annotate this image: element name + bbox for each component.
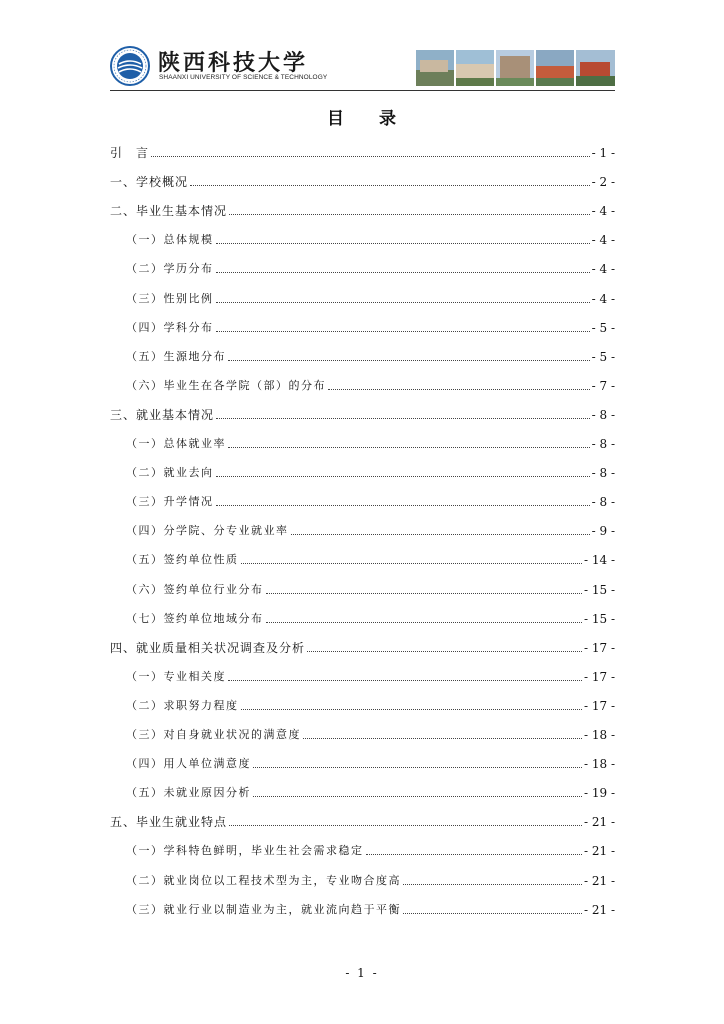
university-logo-icon (110, 46, 150, 86)
toc-entry-page: - 5 - (591, 320, 615, 335)
toc-entry-title: （一）总体就业率 (126, 437, 226, 450)
toc-entry-title: （二）学历分布 (126, 262, 214, 276)
toc-entry-page: - 21 - (583, 873, 615, 888)
toc-entry-page: - 4 - (591, 204, 615, 219)
title-left: 目 (327, 109, 345, 129)
toc-entry-title: （四）用人单位满意度 (126, 757, 251, 771)
toc-leader-dots (328, 388, 590, 390)
toc-leader-dots (216, 417, 590, 419)
toc-entry-title: （二）求职努力程度 (126, 698, 239, 712)
toc-leader-dots (241, 708, 582, 710)
toc-entry-title: （五）未就业原因分析 (126, 786, 251, 800)
toc-leader-dots (216, 301, 590, 303)
page-number: - 1 - (345, 966, 379, 980)
toc-entry-title: 一、学校概况 (110, 175, 189, 190)
toc-entry[interactable] (110, 606, 615, 626)
toc-entry[interactable] (110, 693, 615, 713)
toc-entry-page: - 14 - (583, 553, 615, 568)
toc-leader-dots (291, 533, 590, 535)
toc-entry[interactable] (110, 460, 615, 480)
toc-leader-dots (216, 504, 590, 506)
toc-entry-page: - 17 - (583, 669, 615, 684)
toc-entry[interactable] (110, 315, 615, 335)
toc-leader-dots (303, 737, 582, 739)
header-rule (110, 90, 615, 91)
toc-leader-dots (151, 155, 590, 157)
toc-leader-dots (229, 824, 582, 826)
toc-entry-title: （三）性别比例 (126, 291, 214, 305)
toc-leader-dots (190, 184, 590, 186)
campus-photo-5 (576, 50, 615, 86)
toc-leader-dots (253, 795, 582, 797)
toc-entry-title: （三）升学情况 (126, 495, 214, 509)
toc-entry[interactable] (110, 751, 615, 771)
toc-leader-dots (228, 446, 590, 448)
toc-entry[interactable] (110, 169, 615, 189)
toc-leader-dots (366, 853, 582, 855)
toc-entry-title: （五）签约单位性质 (126, 553, 239, 567)
campus-photo-3 (496, 50, 534, 86)
toc-entry[interactable] (110, 547, 615, 567)
toc-entry[interactable] (110, 577, 615, 597)
toc-entry[interactable] (110, 664, 615, 684)
toc-entry[interactable] (110, 897, 615, 917)
toc-entry-page: - 17 - (583, 640, 615, 655)
toc-entry[interactable] (110, 198, 615, 218)
toc-entry-title: 三、就业基本情况 (110, 407, 215, 422)
toc-leader-dots (216, 330, 590, 332)
toc-entry-page: - 15 - (583, 582, 615, 597)
toc-entry[interactable] (110, 838, 615, 858)
toc-entry[interactable] (110, 489, 615, 509)
toc-entry[interactable] (110, 431, 615, 451)
toc-entry-page: - 19 - (583, 786, 615, 801)
toc-leader-dots (216, 242, 590, 244)
toc-entry-page: - 15 - (583, 611, 615, 626)
toc-leader-dots (216, 475, 590, 477)
toc-entry[interactable] (110, 402, 615, 422)
toc-entry-title: 四、就业质量相关状况调查及分析 (110, 640, 306, 655)
toc-entry[interactable] (110, 809, 615, 829)
toc-entry-page: - 18 - (583, 757, 615, 772)
toc-entry-title: （六）毕业生在各学院（部）的分布 (126, 378, 326, 392)
title-right: 录 (379, 109, 397, 129)
toc-entry-page: - 8 - (591, 437, 615, 451)
school-name-cn: 陕西科技大学 (158, 51, 309, 76)
toc-entry[interactable] (110, 227, 615, 247)
toc-entry-title: （二）就业去向 (126, 466, 214, 480)
toc-entry[interactable] (110, 635, 615, 655)
toc-entry-title: （四）分学院、分专业就业率 (126, 524, 289, 538)
toc-entry-page: - 4 - (591, 291, 615, 306)
toc-entry[interactable] (110, 780, 615, 800)
toc-entry-page: - 17 - (583, 698, 615, 713)
toc-entry-page: - 21 - (583, 902, 615, 917)
toc-entry[interactable] (110, 344, 615, 364)
toc-entry-title: （一）学科特色鲜明，毕业生社会需求稳定 (126, 844, 364, 858)
toc-entry-title: （五）生源地分布 (126, 349, 226, 363)
toc-entry-title: （二）就业岗位以工程技术型为主，专业吻合度高 (126, 873, 401, 887)
toc-entry-page: - 8 - (591, 407, 615, 422)
toc-entry-title: 二、毕业生基本情况 (110, 204, 228, 219)
document-header (110, 40, 615, 90)
toc-leader-dots (307, 650, 582, 652)
toc-entry[interactable] (110, 256, 615, 276)
toc-entry-page: - 18 - (583, 728, 615, 742)
toc-entry-page: - 9 - (591, 524, 615, 539)
toc-entry-page: - 7 - (591, 378, 615, 393)
toc-leader-dots (266, 621, 582, 623)
toc-entry[interactable] (110, 286, 615, 306)
toc-entry-title: 五、毕业生就业特点 (110, 815, 228, 830)
toc-leader-dots (403, 883, 582, 885)
toc-leader-dots (403, 912, 582, 914)
toc-leader-dots (216, 271, 590, 273)
toc-entry-title: （三）就业行业以制造业为主，就业流向趋于平衡 (126, 902, 401, 916)
campus-photo-2 (456, 50, 494, 86)
school-name-en: SHAANXI UNIVERSITY OF SCIENCE & TECHNOLOGY (159, 74, 328, 81)
toc-entry[interactable] (110, 140, 615, 160)
toc-entry-title: （四）学科分布 (126, 320, 214, 334)
toc-leader-dots (253, 766, 582, 768)
toc-entry[interactable] (110, 373, 615, 393)
toc-entry-title: （六）签约单位行业分布 (126, 582, 264, 596)
toc-entry-title: （三）对自身就业状况的满意度 (126, 728, 301, 741)
toc-entry-title: （一）总体规模 (126, 233, 214, 247)
campus-photo-1 (416, 50, 454, 86)
campus-photo-4 (536, 50, 574, 86)
toc-entry[interactable] (110, 868, 615, 888)
toc-entry-title: （七）签约单位地域分布 (126, 611, 264, 625)
toc-entry[interactable] (110, 722, 615, 742)
toc-entry-page: - 8 - (591, 495, 615, 510)
toc-entry-page: - 21 - (583, 844, 615, 859)
toc-entry-page: - 5 - (591, 349, 615, 364)
toc-entry-page: - 4 - (591, 233, 615, 248)
toc-entry-title: 引 言 (110, 146, 150, 160)
page-title (0, 104, 724, 129)
toc-entry-title: （一）专业相关度 (126, 669, 226, 683)
toc-entry-page: - 4 - (591, 262, 615, 277)
toc-entry[interactable] (110, 518, 615, 538)
toc-leader-dots (229, 213, 590, 215)
campus-photos (416, 50, 615, 86)
toc-entry-page: - 1 - (591, 146, 615, 160)
toc-leader-dots (241, 562, 582, 564)
toc-entry-page: - 2 - (591, 175, 615, 190)
toc-entry-page: - 8 - (591, 466, 615, 481)
toc-entry-page: - 21 - (583, 815, 615, 830)
toc-leader-dots (266, 592, 582, 594)
toc-leader-dots (228, 359, 590, 361)
toc-leader-dots (228, 679, 582, 681)
